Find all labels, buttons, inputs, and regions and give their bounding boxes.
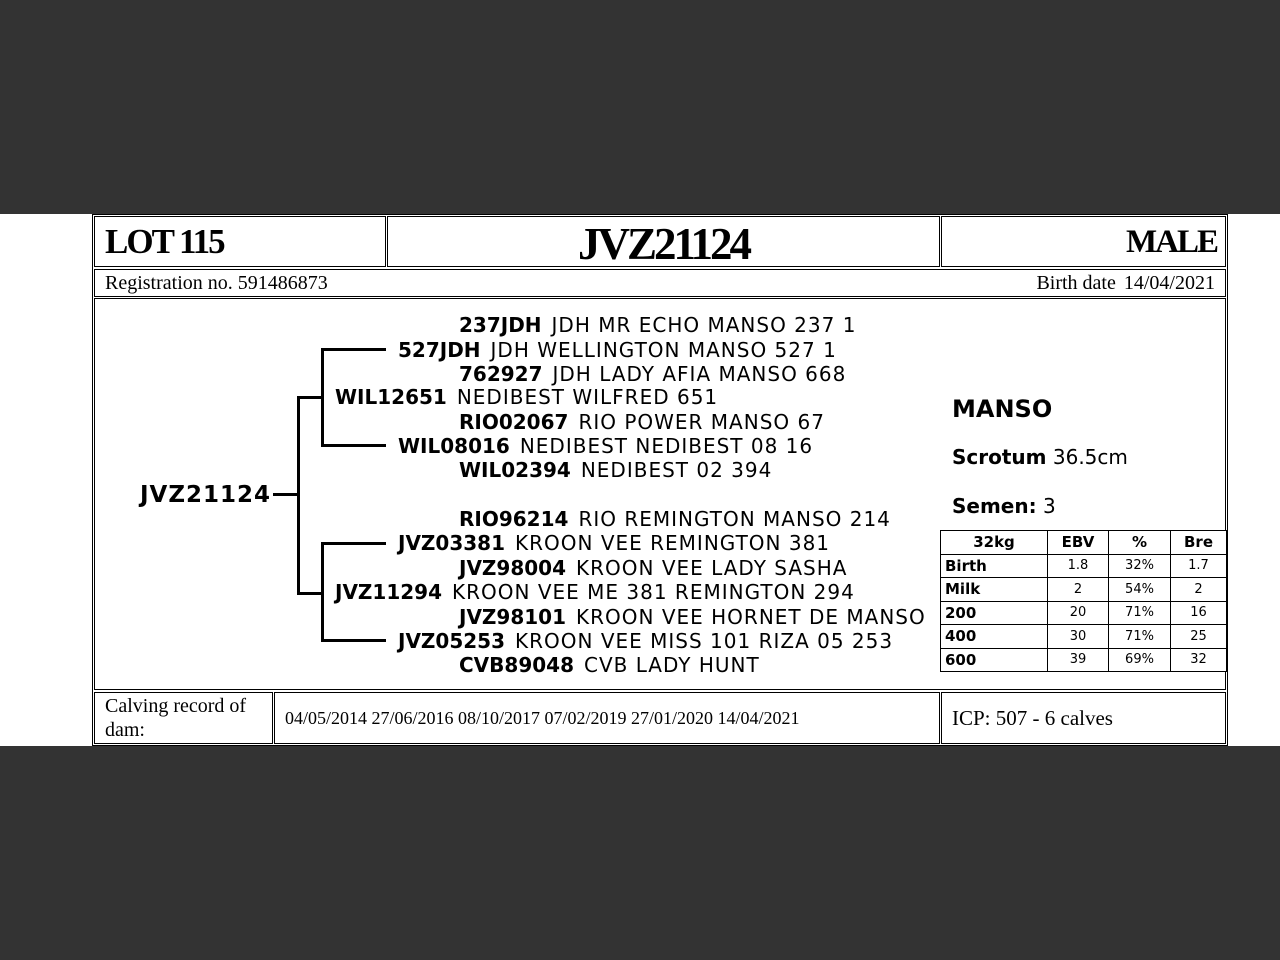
ebv-value: 39 — [1048, 648, 1109, 672]
icp-cell — [941, 692, 1226, 744]
dam-sire-connector — [321, 542, 386, 545]
ebv-bre: 16 — [1171, 601, 1227, 625]
ancestor-dam-sire-sire — [459, 507, 891, 531]
ancestor-code: WIL08016 — [398, 434, 510, 458]
dam-connector — [297, 592, 323, 595]
ebv-value: 20 — [1048, 601, 1109, 625]
ancestor-code: WIL12651 — [335, 385, 447, 409]
lot-card — [0, 214, 1280, 746]
scrotum-info — [952, 445, 1128, 469]
ancestor-name: NEDIBEST WILFRED 651 — [456, 385, 719, 409]
ancestor-dam-dam — [398, 629, 893, 653]
ancestor-name: KROON VEE REMINGTON 381 — [515, 531, 831, 555]
ancestor-code: JVZ98004 — [459, 556, 567, 580]
scrotum-value: 36.5cm — [1052, 445, 1128, 469]
ancestor-code: 527JDH — [398, 338, 481, 362]
ebv-percent: 32% — [1109, 554, 1171, 578]
ancestor-sire-sire — [398, 338, 837, 362]
ebv-bre: 2 — [1171, 578, 1227, 602]
ebv-bre: 1.7 — [1171, 554, 1227, 578]
ancestor-sire-sire-dam — [459, 362, 846, 386]
ebv-row-label: 600 — [941, 648, 1048, 672]
ancestor-dam-sire — [398, 531, 830, 555]
registration-number: 591486873 — [237, 272, 328, 294]
calving-dates-cell — [274, 692, 940, 744]
semen-value: 3 — [1042, 494, 1056, 518]
ancestor-sire-dam — [398, 434, 813, 458]
ancestor-name: RIO REMINGTON MANSO 214 — [578, 507, 891, 531]
ancestor-code: JVZ11294 — [335, 580, 443, 604]
ancestor-name: KROON VEE LADY SASHA — [576, 556, 848, 580]
animal-connector — [273, 493, 298, 496]
ancestor-name: KROON VEE MISS 101 RIZA 05 253 — [515, 629, 894, 653]
icp-value: ICP: 507 - 6 calves — [952, 706, 1113, 730]
ancestor-name: RIO POWER MANSO 67 — [578, 410, 825, 434]
ebv-percent: 54% — [1109, 578, 1171, 602]
table-row — [941, 625, 1227, 649]
ebv-bre: 32 — [1171, 648, 1227, 672]
sire-dam-connector — [321, 444, 386, 447]
lot-number: LOT 115 — [105, 222, 224, 261]
birth-date: 14/04/2021 — [1123, 272, 1215, 294]
table-row — [941, 554, 1227, 578]
ancestor-name: JDH WELLINGTON MANSO 527 1 — [490, 338, 837, 362]
ebv-value: 2 — [1048, 578, 1109, 602]
ancestor-code: WIL02394 — [459, 458, 571, 482]
dam-side-vertical-line — [321, 542, 324, 642]
ancestor-sire-sire-sire — [459, 313, 856, 337]
ancestor-dam-dam-dam — [459, 653, 760, 677]
animal-id-title: JVZ21124 — [577, 219, 750, 269]
ancestor-dam-sire-dam — [459, 556, 847, 580]
calving-dates: 04/05/2014 27/06/2016 08/10/2017 07/02/2019 27/01/2020 14/04/2021 — [285, 708, 800, 728]
sex-cell — [941, 216, 1226, 267]
ancestor-code: 237JDH — [459, 313, 542, 337]
pedigree-animal: JVZ21124 — [140, 482, 272, 508]
ancestor-code: JVZ98101 — [459, 605, 567, 629]
semen-label: Semen: — [952, 494, 1037, 518]
sire-sire-connector — [321, 348, 386, 351]
ebv-row-label: 200 — [941, 601, 1048, 625]
ebv-bre: 25 — [1171, 625, 1227, 649]
ancestor-code: RIO96214 — [459, 507, 569, 531]
registration-info — [105, 272, 328, 295]
ancestor-dam-dam-sire — [459, 605, 926, 629]
sex-label: MALE — [1126, 224, 1217, 260]
ancestor-code: RIO02067 — [459, 410, 569, 434]
sire-connector — [297, 396, 323, 399]
ancestor-name: KROON VEE HORNET DE MANSO — [576, 605, 926, 629]
ebv-value: 30 — [1048, 625, 1109, 649]
ebv-row-label: Milk — [941, 578, 1048, 602]
ancestor-code: JVZ05253 — [398, 629, 506, 653]
ebv-header-row — [941, 531, 1227, 555]
lot-number-cell — [94, 216, 386, 267]
dam-dam-connector — [321, 639, 386, 642]
semen-info — [952, 494, 1056, 518]
ebv-row-label: 400 — [941, 625, 1048, 649]
table-row — [941, 648, 1227, 672]
ebv-header-ebv: EBV — [1048, 531, 1109, 555]
birth-date-label: Birth date — [1036, 272, 1116, 294]
ancestor-name: JDH LADY AFIA MANSO 668 — [552, 362, 847, 386]
ancestor-name: NEDIBEST 02 394 — [580, 458, 773, 482]
ancestor-name: CVB LADY HUNT — [583, 653, 760, 677]
parents-vertical-line — [297, 396, 300, 594]
ebv-percent: 69% — [1109, 648, 1171, 672]
ancestor-code: JVZ03381 — [398, 531, 506, 555]
table-row — [941, 601, 1227, 625]
calving-label: Calving record of dam: — [105, 695, 247, 741]
ebv-table — [940, 530, 1227, 672]
ebv-value: 1.8 — [1048, 554, 1109, 578]
ancestor-name: JDH MR ECHO MANSO 237 1 — [551, 313, 857, 337]
scrotum-label: Scrotum — [952, 445, 1047, 469]
ancestor-name: NEDIBEST NEDIBEST 08 16 — [519, 434, 814, 458]
ancestor-dam — [335, 580, 855, 604]
animal-id-cell — [387, 216, 940, 267]
calving-label-cell — [94, 692, 273, 744]
ebv-header-percent: % — [1109, 531, 1171, 555]
ancestor-sire-dam-dam — [459, 458, 772, 482]
breed-label: MANSO — [952, 395, 1053, 423]
ebv-header-weight: 32kg — [941, 531, 1048, 555]
ebv-percent: 71% — [1109, 601, 1171, 625]
ebv-percent: 71% — [1109, 625, 1171, 649]
sire-side-vertical-line — [321, 348, 324, 447]
ancestor-code: CVB89048 — [459, 653, 574, 677]
ancestor-name: KROON VEE ME 381 REMINGTON 294 — [452, 580, 855, 604]
registration-label: Registration no. — [105, 272, 233, 294]
ancestor-sire — [335, 385, 718, 409]
birth-info — [1036, 272, 1215, 295]
ebv-row-label: Birth — [941, 554, 1048, 578]
ancestor-sire-dam-sire — [459, 410, 825, 434]
table-row — [941, 578, 1227, 602]
registration-row — [94, 269, 1226, 297]
ebv-header-bre: Bre — [1171, 531, 1227, 555]
ancestor-code: 762927 — [459, 362, 543, 386]
